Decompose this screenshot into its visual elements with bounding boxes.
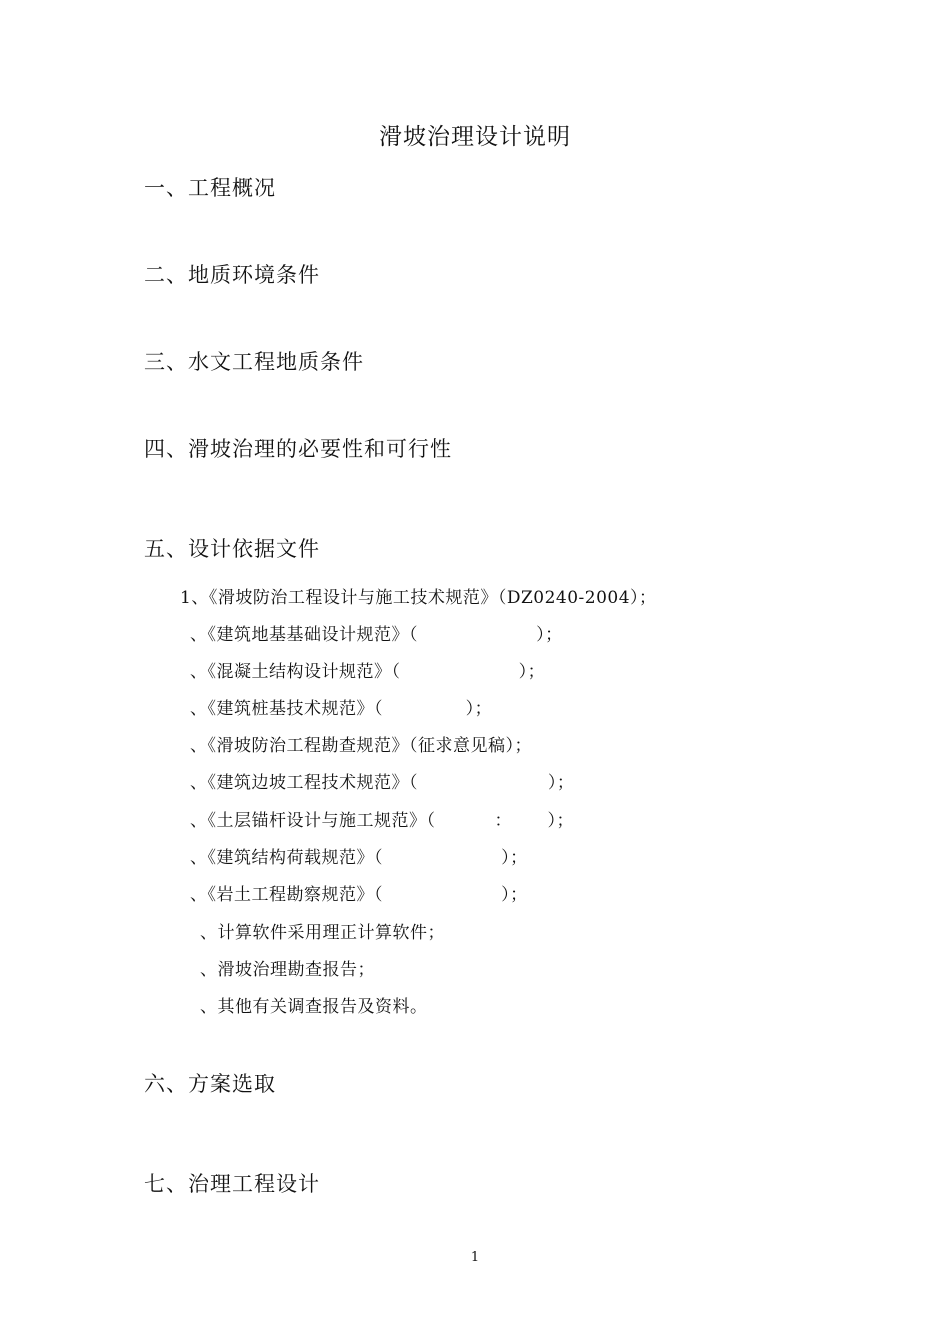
reference-item: 1、《滑坡防治工程设计与施工技术规范》（DZ0240-2004）； (180, 588, 657, 608)
section-heading-design-basis: 五、设计依据文件 (144, 537, 320, 561)
section-heading-necessity: 四、滑坡治理的必要性和可行性 (144, 437, 452, 461)
section-heading-engineering-design: 七、治理工程设计 (144, 1172, 320, 1196)
reference-item: 、《滑坡防治工程勘查规范》（征求意见稿）； (190, 736, 532, 756)
reference-item: 、《建筑结构荷载规范》（ ）； (190, 848, 528, 868)
section-heading-scheme: 六、方案选取 (144, 1072, 276, 1096)
reference-item: 、《土层锚杆设计与施工规范》（ ： ）； (190, 811, 574, 831)
reference-item: 、其他有关调查报告及资料。 (200, 997, 428, 1017)
reference-item: 、《岩土工程勘察规范》（ ）； (190, 885, 528, 905)
document-title: 滑坡治理设计说明 (379, 124, 571, 150)
reference-item: 、计算软件采用理正计算软件； (200, 923, 445, 943)
reference-item: 、《混凝土结构设计规范》（ ）； (190, 662, 546, 682)
page-number: 1 (470, 1250, 480, 1265)
section-heading-geology: 二、地质环境条件 (144, 263, 320, 287)
section-heading-hydrogeology: 三、水文工程地质条件 (144, 350, 364, 374)
reference-item: 、《建筑桩基技术规范》（ ）； (190, 699, 493, 719)
section-heading-overview: 一、工程概况 (144, 176, 276, 200)
reference-item: 、《建筑地基基础设计规范》（ ）； (190, 625, 563, 645)
reference-item: 、《建筑边坡工程技术规范》（ ）； (190, 773, 575, 793)
reference-item: 、滑坡治理勘查报告； (200, 960, 375, 980)
